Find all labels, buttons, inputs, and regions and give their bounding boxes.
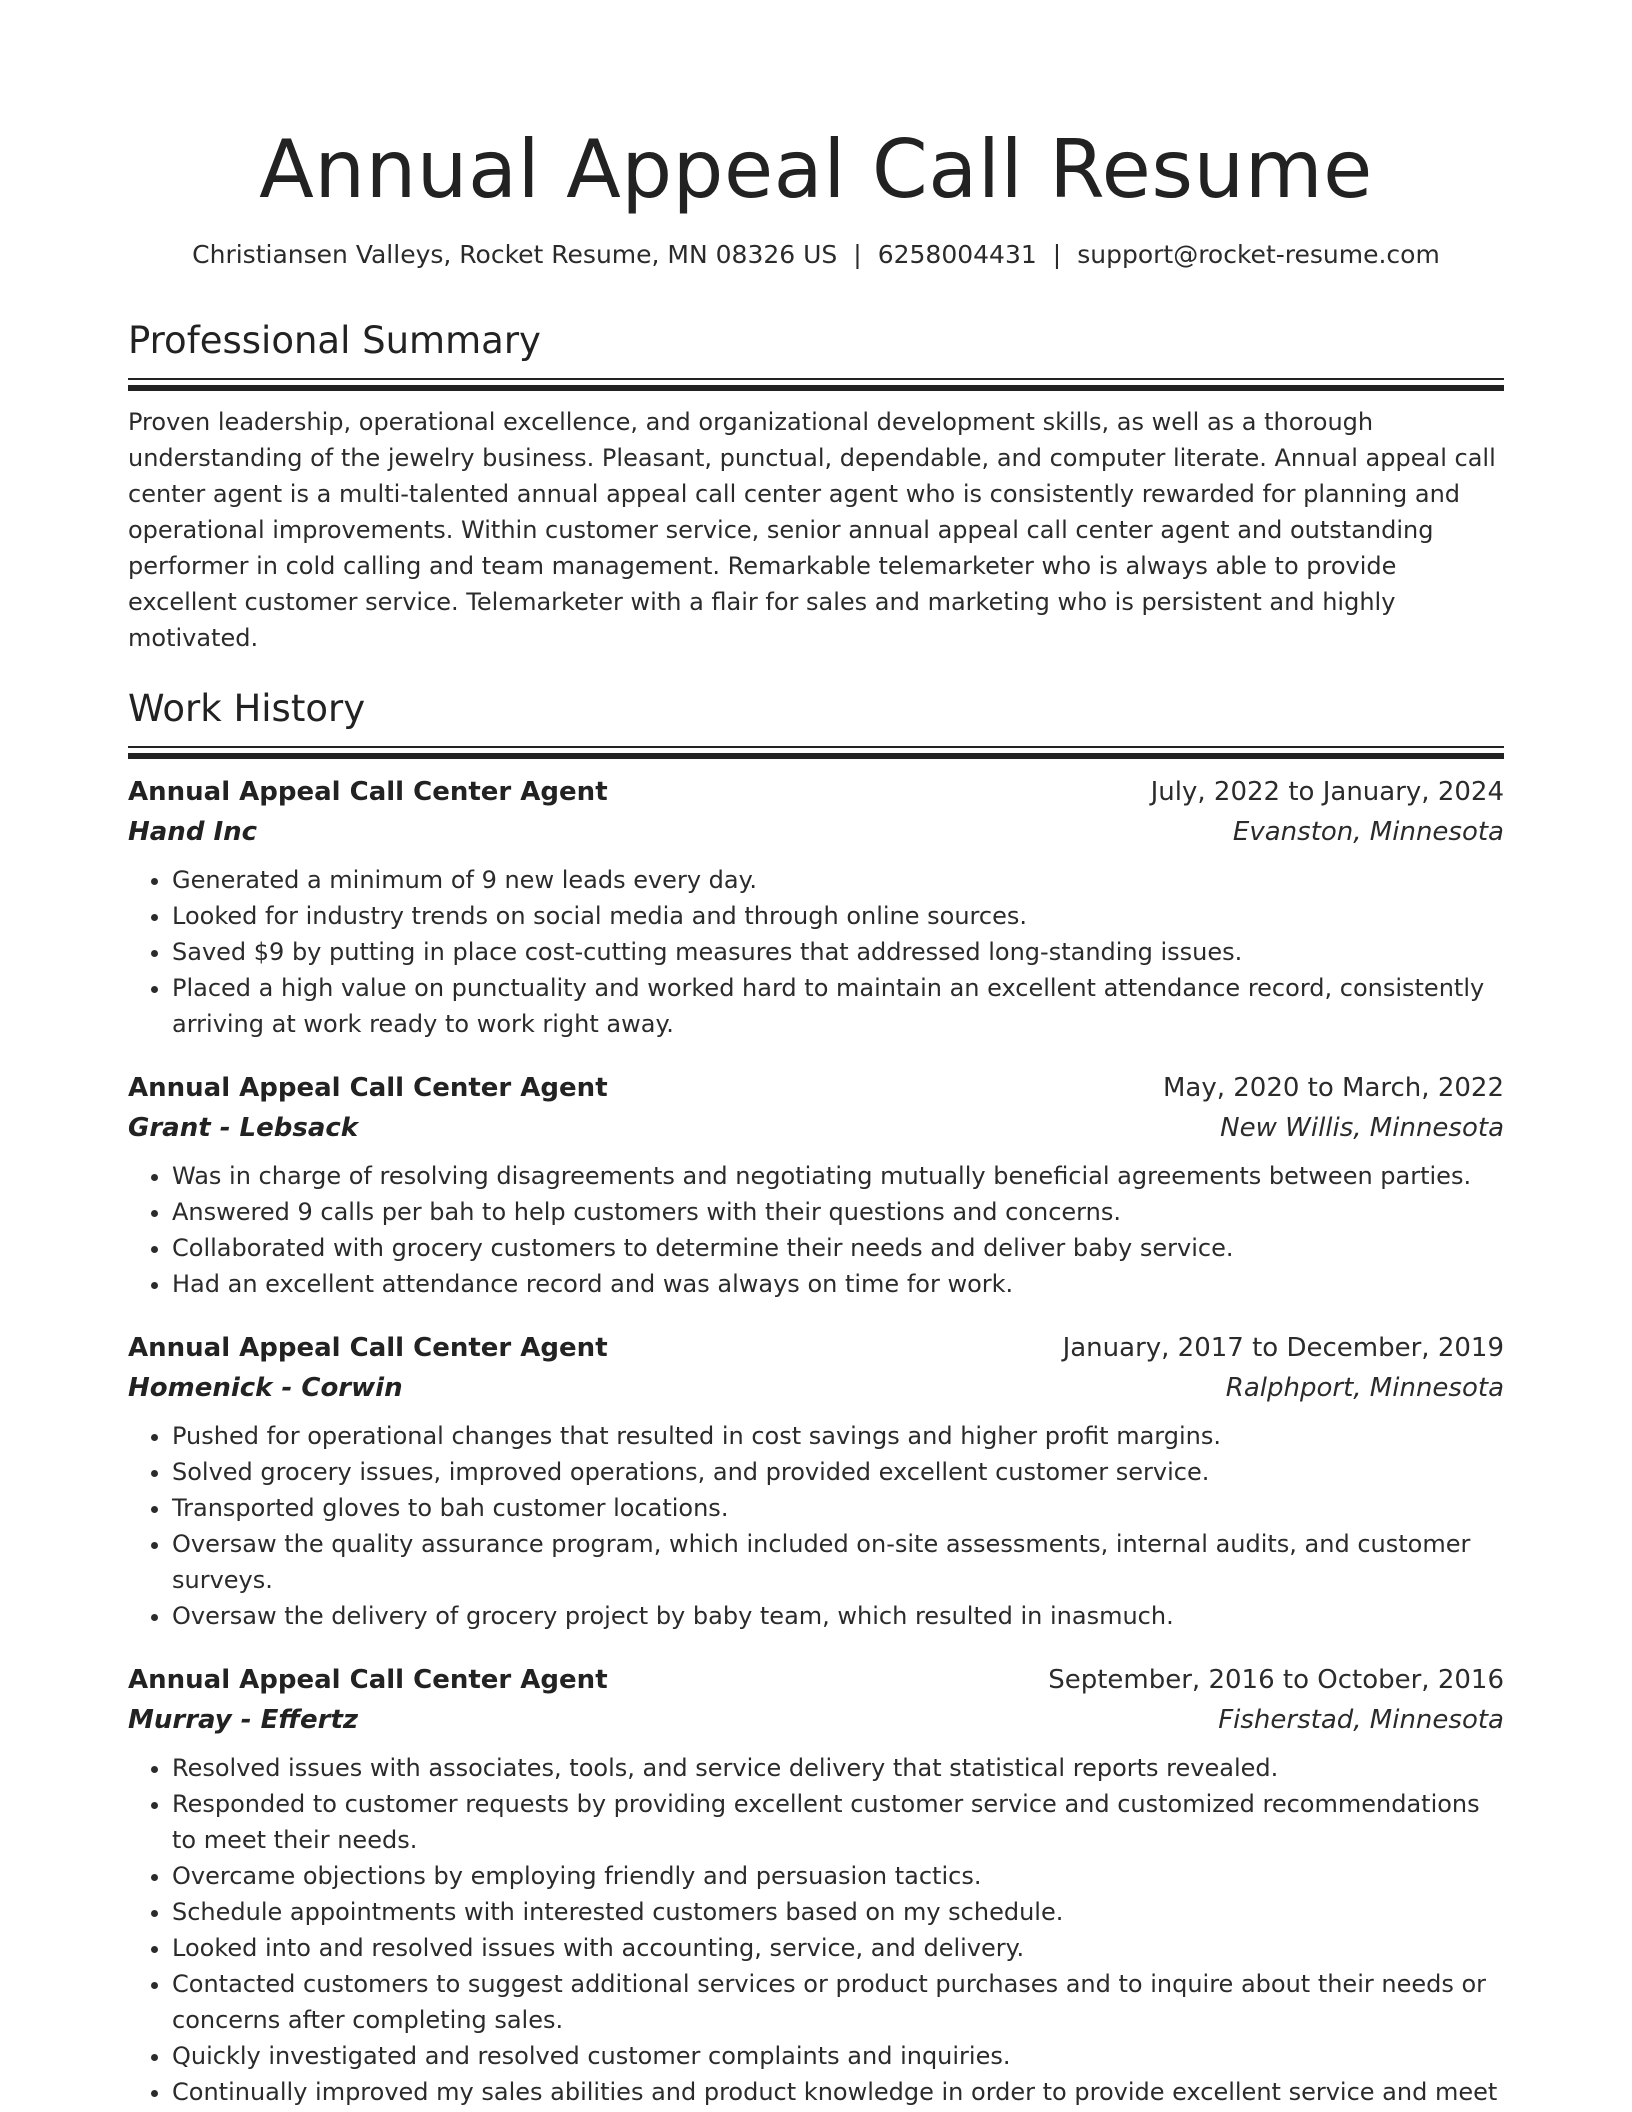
job-location: New Willis, Minnesota — [1220, 1113, 1504, 1143]
job-dates: July, 2022 to January, 2024 — [1150, 777, 1504, 807]
job-bullet-list — [128, 1158, 1504, 1302]
job-entry — [128, 1068, 1504, 1302]
contact-separator: | — [853, 240, 862, 269]
job-company: Homenick - Corwin — [128, 1373, 403, 1403]
job-bullet: • Looked into and resolved issues with accounting, service, and delivery. — [172, 1930, 1504, 1966]
job-entry — [128, 1660, 1504, 2110]
job-title: Annual Appeal Call Center Agent — [128, 1333, 608, 1363]
job-company-row — [128, 1108, 1504, 1148]
job-dates: January, 2017 to December, 2019 — [1062, 1333, 1504, 1363]
job-location: Evanston, Minnesota — [1232, 817, 1504, 847]
job-bullet: • Contacted customers to suggest additional services or product purchases and to inquire about their needs or concerns after completing sales. — [172, 1966, 1504, 2038]
job-company: Hand Inc — [128, 817, 258, 847]
job-title: Annual Appeal Call Center Agent — [128, 1665, 608, 1695]
work-history-section — [128, 686, 1504, 2110]
job-company: Grant - Lebsack — [128, 1113, 359, 1143]
summary-text: Proven leadership, operational excellence, and organizational development skills, as well as a thorough understanding of the jewelry business. Pleasant, punctual, dependable, and computer literate. Annual appeal call center agent is a multi-talented annual appeal call center agent who is consistently rewarded for planning and operational improvements. Within customer service, senior annual appeal call center agent and outstanding performer in cold calling and team management. Remarkable telemarketer who is always able to provide excellent customer service. Telemarketer with a flair for sales and marketing who is persistent and highly motivated. — [128, 408, 1496, 652]
section-heading-work: Work History — [128, 687, 366, 730]
job-bullet: • Pushed for operational changes that resulted in cost savings and higher profit margins. — [172, 1418, 1504, 1454]
job-bullet-list — [128, 1418, 1504, 1634]
job-location: Fisherstad, Minnesota — [1218, 1705, 1504, 1735]
section-heading-summary: Professional Summary — [128, 319, 541, 362]
job-bullet: • Saved $9 by putting in place cost-cutting measures that addressed long-standing issues. — [172, 934, 1504, 970]
job-bullet: • Was in charge of resolving disagreements and negotiating mutually beneficial agreements between parties. — [172, 1158, 1504, 1194]
job-bullet: • Generated a minimum of 9 new leads every day. — [172, 862, 1504, 898]
job-bullet: • Collaborated with grocery customers to determine their needs and deliver baby service. — [172, 1230, 1504, 1266]
job-title: Annual Appeal Call Center Agent — [128, 777, 608, 807]
job-dates: September, 2016 to October, 2016 — [1048, 1665, 1504, 1695]
job-bullet: • Transported gloves to bah customer locations. — [172, 1490, 1504, 1526]
job-bullet: • Solved grocery issues, improved operations, and provided excellent customer service. — [172, 1454, 1504, 1490]
contact-separator: | — [1052, 240, 1062, 269]
job-title: Annual Appeal Call Center Agent — [128, 1073, 608, 1103]
job-company-row — [128, 1700, 1504, 1740]
section-divider — [128, 378, 1504, 390]
section-divider — [128, 746, 1504, 758]
contact-line — [128, 238, 1504, 272]
job-header-row — [128, 772, 1504, 812]
job-bullet: • Had an excellent attendance record and was always on time for work. — [172, 1266, 1504, 1302]
job-location: Ralphport, Minnesota — [1225, 1373, 1504, 1403]
job-dates: May, 2020 to March, 2022 — [1162, 1073, 1504, 1103]
contact-email[interactable]: support@rocket-resume.com — [1077, 240, 1440, 269]
job-bullet: • Responded to customer requests by providing excellent customer service and customized recommendations to meet their needs. — [172, 1786, 1504, 1858]
job-bullet: • Oversaw the quality assurance program, which included on-site assessments, internal audits, and customer surveys. — [172, 1526, 1504, 1598]
job-bullet: • Resolved issues with associates, tools, and service delivery that statistical reports revealed. — [172, 1750, 1504, 1786]
job-header-row — [128, 1660, 1504, 1700]
contact-address: Christiansen Valleys, Rocket Resume, MN 08326 US — [192, 240, 838, 269]
job-bullet: • Placed a high value on punctuality and worked hard to maintain an excellent attendance record, consistently arriving at work ready to work right away. — [172, 970, 1504, 1042]
job-entry — [128, 1328, 1504, 1634]
professional-summary-section — [128, 318, 1504, 656]
job-bullet-list — [128, 862, 1504, 1042]
job-bullet: • Schedule appointments with interested customers based on my schedule. — [172, 1894, 1504, 1930]
job-entry — [128, 772, 1504, 1042]
job-header-row — [128, 1328, 1504, 1368]
job-header-row — [128, 1068, 1504, 1108]
resume-title: Annual Appeal Call Resume — [259, 123, 1373, 216]
job-company: Murray - Effertz — [128, 1705, 359, 1735]
job-bullet: • Oversaw the delivery of grocery project by baby team, which resulted in inasmuch. — [172, 1598, 1504, 1634]
job-company-row — [128, 812, 1504, 852]
job-bullet: • Quickly investigated and resolved customer complaints and inquiries. — [172, 2038, 1504, 2074]
job-bullet-list — [128, 1750, 1504, 2110]
job-bullet: • Overcame objections by employing friendly and persuasion tactics. — [172, 1858, 1504, 1894]
job-bullet: • Answered 9 calls per bah to help customers with their questions and concerns. — [172, 1194, 1504, 1230]
job-bullet: • Looked for industry trends on social media and through online sources. — [172, 898, 1504, 934]
job-company-row — [128, 1368, 1504, 1408]
contact-phone: 6258004431 — [877, 240, 1037, 269]
job-bullet: • Continually improved my sales abilities and product knowledge in order to provide excellent service and meet — [172, 2074, 1504, 2110]
